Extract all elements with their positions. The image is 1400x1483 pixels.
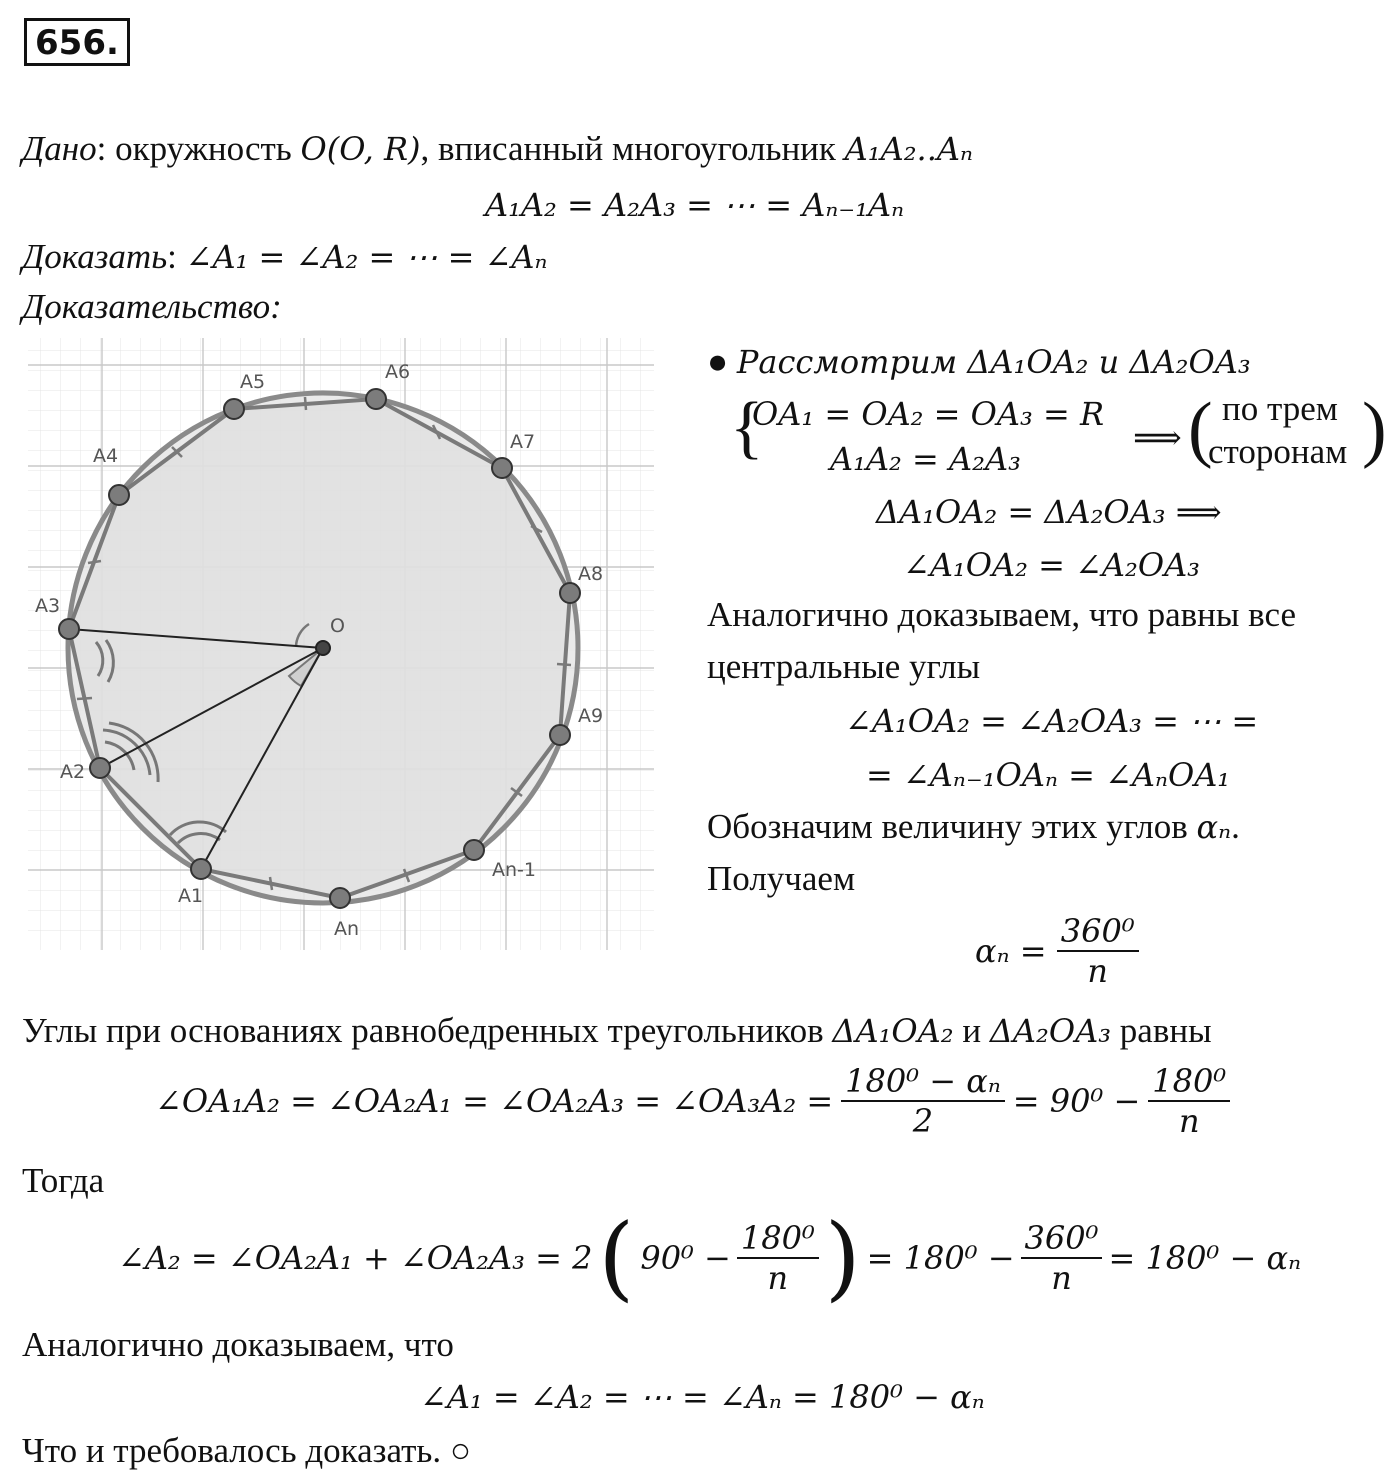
then-fraction-1: $\frac{\text{180⁰}}{n}$ — [737, 1219, 819, 1297]
svg-text:A5: A5 — [240, 371, 266, 393]
given-line — [22, 130, 973, 169]
problem-number: 656. — [24, 18, 130, 66]
consider-text: Рассмотрим ΔA₁OA₂ и ΔA₂OA₃ — [736, 343, 1251, 381]
base-angles-formula: ∠OA₁A₂ = ∠OA₂A₁ = ∠OA₂A₃ = ∠OA₃A₂ = $\frac{\text{180⁰ − αₙ}}{2}$ = 90⁰ − $\frac{\text{180⁰}}{n}$ — [155, 1062, 1230, 1140]
then-label: Тогда — [22, 1161, 105, 1200]
alpha-lhs: αₙ = — [975, 932, 1047, 970]
by-three-sides-1: по трем — [1222, 389, 1338, 428]
qed-line: Что и требовалось доказать. ○ — [22, 1431, 472, 1470]
prove-statement: ∠A₁ = ∠A₂ = ⋯ = ∠Aₙ — [185, 238, 548, 276]
triangles-equal: ΔA₁OA₂ = ΔA₂OA₃ ⟹ — [876, 493, 1222, 531]
given-text-2: , вписанный многоугольник — [420, 129, 845, 168]
base-angle-fraction-1: $\frac{\text{180⁰ − αₙ}}{2}$ — [841, 1062, 1005, 1140]
polygon-figure — [20, 330, 660, 955]
central-angles-1: ∠A₁OA₂ = ∠A₂OA₃ = ⋯ = — [845, 702, 1259, 740]
base-angle-fraction-2: $\frac{\text{180⁰}}{n}$ — [1148, 1062, 1230, 1140]
left-paren: ( — [1188, 388, 1213, 470]
svg-text:A1: A1 — [178, 885, 204, 907]
final-equation: ∠A₁ = ∠A₂ = ⋯ = ∠Aₙ = 180⁰ − αₙ — [420, 1378, 985, 1416]
alpha-symbol: αₙ — [1196, 808, 1232, 846]
given-condition: A₁A₂ = A₂A₃ = ⋯ = Aₙ₋₁Aₙ — [485, 186, 905, 224]
svg-text:A9: A9 — [578, 705, 604, 727]
right-paren: ) — [1362, 388, 1387, 470]
alpha-formula — [975, 912, 1139, 990]
then-formula: ∠A₂ = ∠OA₂A₁ + ∠OA₂A₃ = 2 ( 90⁰ − $\frac{\text{180⁰}}{n}$ ) = 180⁰ − $\frac{\text{360⁰}}{n}$ = 180⁰ − αₙ — [118, 1204, 1302, 1311]
similarly-line-1: Аналогично доказываем, что равны все — [707, 595, 1296, 634]
system-brace: { — [730, 389, 764, 466]
center-label: O — [330, 615, 345, 637]
svg-text:A6: A6 — [385, 361, 411, 383]
alpha-fraction: $\frac{\text{360⁰}}{n}$ — [1057, 912, 1139, 990]
open-paren: ( — [598, 1204, 635, 1311]
obtain-label: Получаем — [707, 859, 856, 898]
svg-text:A3: A3 — [35, 595, 61, 617]
system-line-2: A₁A₂ = A₂A₃ — [830, 440, 1021, 478]
svg-text:An: An — [334, 918, 360, 940]
svg-text:An-1: An-1 — [492, 859, 536, 881]
given-text: : окружность — [96, 129, 301, 168]
svg-text:A4: A4 — [93, 445, 119, 467]
svg-text:A7: A7 — [510, 431, 536, 453]
then-fraction-2: $\frac{\text{360⁰}}{n}$ — [1021, 1219, 1103, 1297]
prove-label: Доказать — [22, 237, 168, 276]
circle-notation: O(O, R) — [300, 130, 421, 168]
given-label: Дано — [22, 129, 97, 168]
system-line-1: OA₁ = OA₂ = OA₃ = R — [752, 395, 1105, 433]
svg-text:A8: A8 — [578, 563, 604, 585]
angles-equal: ∠A₁OA₂ = ∠A₂OA₃ — [903, 546, 1200, 584]
conclusion-similarly: Аналогично доказываем, что — [22, 1325, 454, 1364]
implies-arrow: ⟹ — [1133, 418, 1182, 458]
close-paren: ) — [824, 1204, 861, 1311]
proof-label: Доказательство: — [22, 287, 282, 326]
central-angles-2: = ∠Aₙ₋₁OAₙ = ∠AₙOA₁ — [866, 756, 1231, 794]
polygon-notation: A₁A₂..Aₙ — [844, 130, 973, 168]
svg-text:A2: A2 — [60, 761, 86, 783]
base-angles-line: Углы при основаниях равнобедренных треугольников ΔA₁OA₂ и ΔA₂OA₃ равны — [22, 1011, 1212, 1050]
by-three-sides-2: сторонам — [1208, 432, 1348, 471]
denote-line: Обозначим величину этих углов αₙ. — [707, 807, 1240, 846]
similarly-line-2: центральные углы — [707, 647, 981, 686]
consider-line — [707, 343, 1251, 382]
bullet: ● — [707, 342, 729, 381]
center-point — [316, 641, 330, 655]
prove-line: Доказать: ∠A₁ = ∠A₂ = ⋯ = ∠Aₙ — [22, 237, 548, 276]
